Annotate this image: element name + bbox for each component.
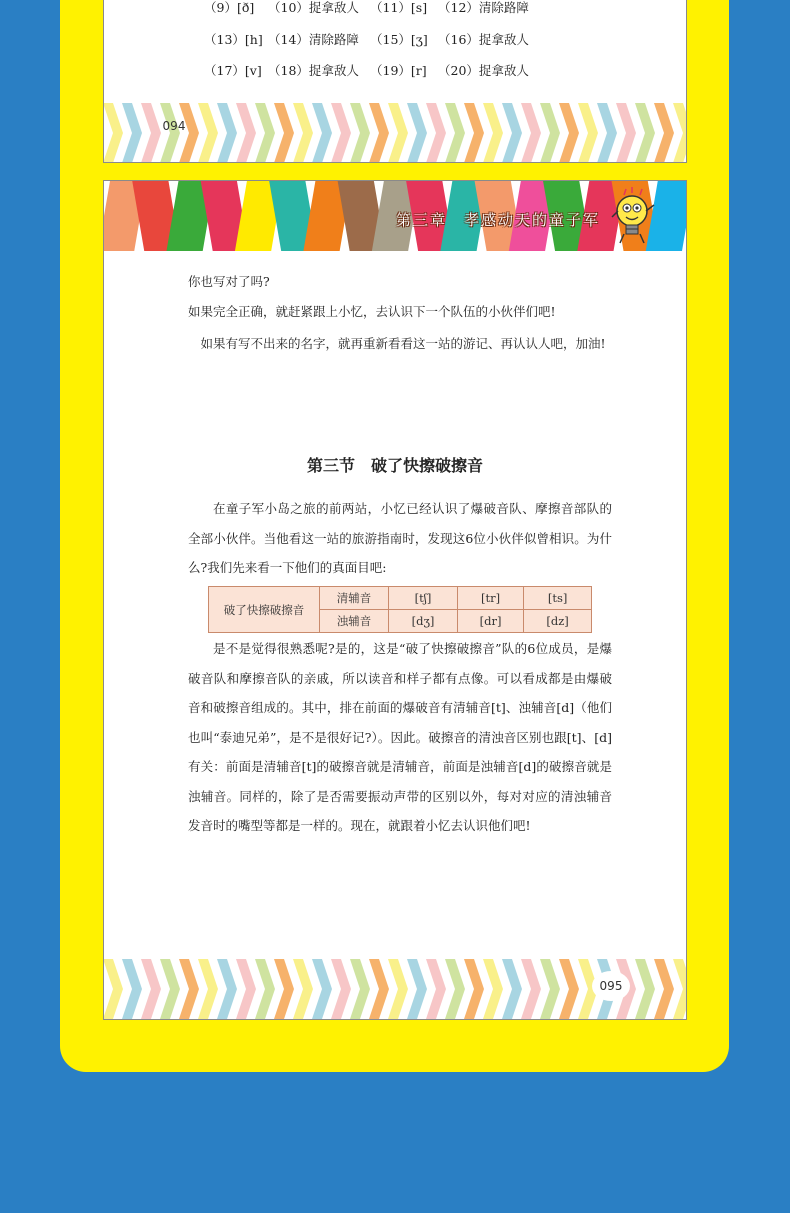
chevron-stripe	[559, 103, 579, 163]
chevron-stripe	[445, 959, 465, 1019]
chevron-stripe	[293, 959, 313, 1019]
chevron-stripe	[635, 103, 655, 163]
intro-paragraph: 如果有写不出来的名字，就再重新看看这一站的游记、再认认人吧，加油!	[200, 336, 606, 351]
chevron-stripe	[160, 959, 180, 1019]
chevron-stripe	[654, 103, 674, 163]
chevron-stripe	[616, 103, 636, 163]
exercise-item: （10）捉拿敌人	[268, 0, 359, 15]
exercise-item: （15）[ʒ]	[370, 32, 428, 47]
chevron-stripe	[673, 103, 686, 163]
chevron-stripe	[502, 103, 522, 163]
table-cell: [dz]	[524, 610, 592, 633]
chevron-stripe	[122, 959, 142, 1019]
chevron-stripe	[635, 959, 655, 1019]
chevron-stripe	[331, 959, 351, 1019]
chevron-stripe	[540, 103, 560, 163]
page-number: 095	[592, 971, 630, 1001]
exercise-item: （13）[h]	[204, 32, 263, 47]
chevron-stripe	[312, 103, 332, 163]
exercise-item: （19）[r]	[370, 63, 427, 78]
chevron-stripe	[122, 103, 142, 163]
exercise-item: （18）捉拿敌人	[268, 63, 359, 78]
chevron-stripe	[464, 103, 484, 163]
chevron-stripe	[578, 103, 598, 163]
phoneme-table	[208, 586, 592, 633]
chevron-stripe	[673, 959, 686, 1019]
chevron-stripe	[521, 959, 541, 1019]
chevron-stripe	[274, 959, 294, 1019]
exercise-item: （20）捉拿敌人	[438, 63, 529, 78]
chevron-stripe	[502, 959, 522, 1019]
exercise-item: （17）[v]	[204, 63, 262, 78]
chevron-stripe	[217, 103, 237, 163]
chevron-stripe	[104, 959, 123, 1019]
section-title: 第三节 破了快擦破擦音	[306, 456, 483, 475]
chapter-banner	[104, 181, 686, 251]
chevron-stripe	[559, 959, 579, 1019]
chevron-stripe	[407, 959, 427, 1019]
chevron-stripe	[141, 959, 161, 1019]
chevron-stripe	[217, 959, 237, 1019]
chevron-border	[104, 103, 686, 163]
intro-paragraph: 如果完全正确，就赶紧跟上小忆，去认识下一个队伍的小伙伴们吧!	[188, 304, 556, 319]
chevron-stripe	[312, 959, 332, 1019]
table-cell: [ts]	[524, 587, 592, 610]
chevron-stripe	[426, 959, 446, 1019]
chevron-stripe	[388, 103, 408, 163]
chevron-stripe	[104, 103, 123, 163]
chevron-stripe	[464, 959, 484, 1019]
chevron-stripe	[350, 103, 370, 163]
exercise-item: （9）[ð]	[204, 0, 255, 15]
chevron-stripe	[350, 959, 370, 1019]
section-paragraph: 是不是觉得很熟悉呢?是的，这是“破了快擦破擦音”队的6位成员，是爆破音队和摩擦音队的亲戚，所以读音和样子都有点像。可以看成都是由爆破音和破擦音组成的。其中，排在前面的爆破音有清辅音[t]、浊辅音[d]（他们也叫“泰迪兄弟”，是不是很好记?）。因此。破擦音的清浊音区别也跟[t]、[d]有关：前面是清辅音[t]的破擦音就是清辅音，前面是浊辅音[d]的破擦音就是浊辅音。同样的，除了是否需要振动声带的区别以外，每对对应的清浊辅音发音时的嘴型等都是一样的。现在，就跟着小忆去认识他们吧!	[188, 641, 612, 833]
chevron-stripe	[293, 103, 313, 163]
page-094	[103, 0, 687, 163]
chevron-stripe	[597, 103, 617, 163]
chevron-stripe	[483, 103, 503, 163]
chevron-stripe	[521, 103, 541, 163]
table-cell: [dʒ]	[389, 610, 458, 633]
table-group-label: 破了快擦破擦音	[209, 587, 320, 633]
chevron-stripe	[426, 103, 446, 163]
chevron-stripe	[369, 959, 389, 1019]
chevron-stripe	[274, 103, 294, 163]
chevron-stripe	[255, 103, 275, 163]
section-paragraph: 在童子军小岛之旅的前两站，小忆已经认识了爆破音队、摩擦音部队的全部小伙伴。当他看这一站的旅游指南时，发现这6位小伙伴似曾相识。为什么?我们先来看一下他们的真面目吧:	[188, 501, 612, 575]
chevron-stripe	[236, 103, 256, 163]
chapter-title: 第三章 孝感动天的童子军	[396, 211, 601, 229]
exercise-item: （12）清除路障	[438, 0, 529, 15]
page-095	[103, 180, 687, 1020]
chevron-stripe	[179, 959, 199, 1019]
chevron-stripe	[198, 103, 218, 163]
chevron-stripe	[331, 103, 351, 163]
chevron-pattern	[104, 103, 686, 163]
chevron-stripe	[236, 959, 256, 1019]
chevron-stripe	[407, 103, 427, 163]
exercise-item: （11）[s]	[370, 0, 428, 15]
exercise-item: （16）捉拿敌人	[438, 32, 529, 47]
lightbulb-mascot-icon	[610, 187, 658, 247]
chevron-stripe	[654, 959, 674, 1019]
table-cell: [dr]	[458, 610, 524, 633]
table-type-cell: 清辅音	[320, 587, 389, 610]
table-row	[209, 587, 592, 610]
chevron-stripe	[540, 959, 560, 1019]
chevron-stripe	[255, 959, 275, 1019]
chevron-stripe	[388, 959, 408, 1019]
page-number: 094	[162, 119, 186, 133]
chevron-stripe	[483, 959, 503, 1019]
table-cell: [tr]	[458, 587, 524, 610]
table-cell: [tʃ]	[389, 587, 458, 610]
intro-paragraph: 你也写对了吗?	[188, 274, 270, 289]
exercise-item: （14）清除路障	[268, 32, 359, 47]
chevron-stripe	[198, 959, 218, 1019]
table-type-cell: 浊辅音	[320, 610, 389, 633]
chevron-stripe	[445, 103, 465, 163]
chevron-stripe	[369, 103, 389, 163]
